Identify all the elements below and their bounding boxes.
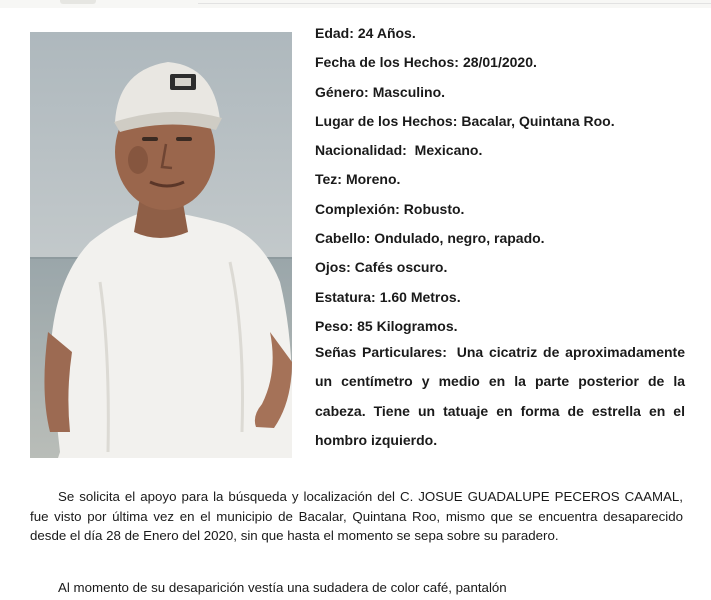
personal-details-list	[315, 19, 685, 341]
detail-label: Género:	[315, 83, 369, 100]
detail-label: Edad:	[315, 25, 354, 41]
detail-value: Masculino.	[372, 83, 446, 100]
distinguishing-marks-label: Señas Particulares:	[315, 344, 447, 360]
detail-label: Tez:	[315, 171, 342, 188]
detail-value: Ondulado, negro, rapado.	[374, 230, 545, 247]
detail-place	[315, 107, 685, 136]
detail-label: Lugar de los Hechos:	[315, 112, 458, 129]
top-edge-tab	[60, 0, 96, 4]
distinguishing-marks-text: Una cicatriz de aproximadamente un centímetro y medio en la parte posterior de la cabeza. Tiene un tatuaje en forma de estrella en el hombro izquierdo.	[315, 344, 685, 448]
detail-value: 28/01/2020.	[462, 54, 537, 71]
clothing-description-paragraph: Al momento de su desaparición vestía una sudadera de color café, pantalón	[58, 580, 507, 595]
detail-complexion-tone	[315, 165, 685, 194]
detail-value: Moreno.	[345, 171, 401, 188]
detail-label: Fecha de los Hechos:	[315, 54, 459, 71]
detail-hair	[315, 224, 685, 253]
detail-date	[315, 48, 685, 77]
detail-label: Nacionalidad:	[315, 142, 407, 159]
detail-weight	[315, 312, 685, 341]
detail-label: Cabello:	[315, 230, 371, 247]
detail-build	[315, 195, 685, 224]
top-edge	[0, 0, 711, 8]
detail-value: Robusto.	[403, 200, 465, 217]
detail-value: 24 Años.	[357, 25, 416, 41]
detail-label: Estatura:	[315, 288, 376, 305]
person-photo-illustration	[30, 32, 292, 458]
search-request-paragraph: Se solicita el apoyo para la búsqueda y localización del C. JOSUE GUADALUPE PECEROS CAAMAL, fue visto por última vez en el municipio de Bacalar, Quintana Roo, mismo que se encuentra desaparecido desde el día 28 de Enero del 2020, sin que hasta el momento se sepa sobre su paradero.	[30, 489, 683, 543]
detail-nationality	[315, 136, 685, 165]
detail-value: Bacalar, Quintana Roo.	[461, 112, 615, 129]
detail-value: 1.60 Metros.	[379, 288, 461, 305]
detail-label: Ojos:	[315, 259, 351, 276]
detail-gender	[315, 78, 685, 107]
detail-value: Mexicano.	[410, 142, 483, 159]
detail-eyes	[315, 253, 685, 282]
top-edge-frame	[198, 0, 711, 4]
detail-label: Complexión:	[315, 200, 400, 217]
person-photo	[30, 32, 292, 458]
detail-value: 85 Kilogramos.	[357, 317, 458, 334]
detail-age	[315, 19, 685, 48]
detail-value: Cafés oscuro.	[354, 259, 448, 276]
detail-height	[315, 283, 685, 312]
distinguishing-marks	[315, 338, 685, 455]
detail-label: Peso:	[315, 317, 354, 334]
